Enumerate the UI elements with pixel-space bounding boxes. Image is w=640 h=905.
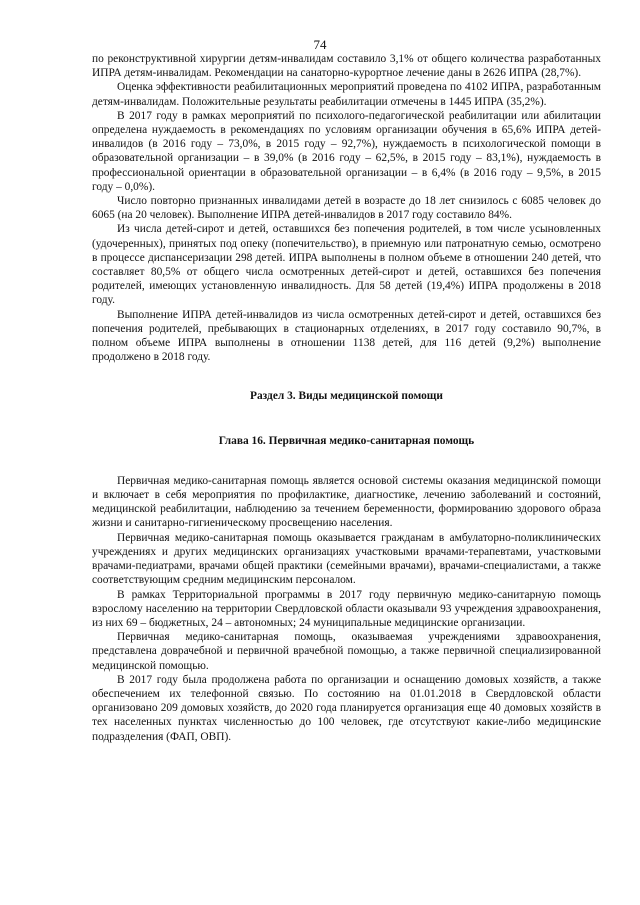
chapter-title: Глава 16. Первичная медико-санитарная помощь bbox=[218, 434, 475, 447]
page-body bbox=[92, 52, 601, 744]
paragraph: Первичная медико-санитарная помощь, оказываемая учреждениями здравоохранения, представлена доврачебной и первичной врачебной помощью, а также первичной специализированной медицинской помощью. bbox=[92, 631, 601, 672]
paragraph: В рамках Территориальной программы в 2017 году первичную медико-санитарную помощь взрослому населению на территории Свердловской области оказывали 93 учреждения здравоохранения, из них 69 – бюджетных, 24 – автономных; 24 муниципальные медицинские организации. bbox=[92, 588, 601, 629]
paragraph: Первичная медико-санитарная помощь оказывается гражданам в амбулаторно-поликлинических учреждениях и других медицинских организациях участковыми врачами-терапевтами, участковыми врачами-педиатрами, врачами общей практики (семейными врачами), врачами-специалистами, а также соответствующим средним медицинским персоналом. bbox=[92, 531, 601, 587]
paragraph: Оценка эффективности реабилитационных мероприятий проведена по 4102 ИПРА, разработанным детям-инвалидам. Положительные результаты реабилитации отмечены в 1445 ИПРА (35,2%). bbox=[92, 81, 601, 108]
paragraph: Число повторно признанных инвалидами детей в возрасте до 18 лет снизилось с 6085 человек до 6065 (на 20 человек). Выполнение ИПРА детей-инвалидов в 2017 году составило 84%. bbox=[92, 195, 601, 222]
paragraph: В 2017 году в рамках мероприятий по психолого-педагогической реабилитации или абилитации определена нуждаемость в рекомендациях по условиям организации обучения в 65,6% ИПРА детей-инвалидов (в 2016 году – 73,0%, в 2015 году – 92,7%), нуждаемость в психологической помощи в образовательной организации – в 39,0% (в 2016 году – 62,5%, в 2015 году – 83,1%), нуждаемость в профессиональной ориентации в образовательной организации – в 6,4% (в 2016 году – 9,5%, в 2015 году – 0,0%). bbox=[92, 109, 601, 193]
paragraph: Первичная медико-санитарная помощь является основой системы оказания медицинской помощи и включает в себя мероприятия по профилактике, диагностике, лечению заболеваний и состояний, медицинской реабилитации, наблюдению за течением беременности, формированию здорового образа жизни и санитарно-гигиеническому просвещению населения. bbox=[92, 474, 601, 530]
page-number: 74 bbox=[313, 37, 327, 52]
paragraph: Из числа детей-сирот и детей, оставшихся без попечения родителей, в том числе усыновленных (удочеренных), принятых под опеку (попечительство), в приемную или патронатную семью, осмотрено в процессе диспансеризации 298 детей. ИПРА выполнены в полном объеме в отношении 240 детей, что составляет 80,5% от общего числа осмотренных детей-сирот и детей, оставшихся без попечения родителей, имеющих установленную инвалидность. Для 58 детей (19,4%) ИПРА продолжены в 2018 году. bbox=[92, 223, 601, 307]
paragraph: по реконструктивной хирургии детям-инвалидам составило 3,1% от общего количества разработанных ИПРА детям-инвалидам. Рекомендации на санаторно-курортное лечение даны в 2626 ИПРА (28,7%). bbox=[92, 53, 601, 80]
paragraph: Выполнение ИПРА детей-инвалидов из числа осмотренных детей-сирот и детей, оставшихся без попечения родителей, пребывающих в стационарных отделениях, в 2017 году составило 90,7%, в полном объеме ИПРА выполнены в отношении 1138 детей, для 116 детей (9,2%) выполнение продолжено в 2018 году. bbox=[92, 308, 601, 364]
paragraph: В 2017 году была продолжена работа по организации и оснащению домовых хозяйств, а также обеспечением их телефонной связью. По состоянию на 01.01.2018 в Свердловской области организовано 209 домовых хозяйств, до 2020 года планируется организация еще 40 домовых хозяйств в тех населенных пунктах численностью до 100 человек, где отсутствуют какие-либо медицинские подразделения (ФАП, ОВП). bbox=[92, 673, 601, 743]
section-title: Раздел 3. Виды медицинской помощи bbox=[250, 390, 443, 403]
